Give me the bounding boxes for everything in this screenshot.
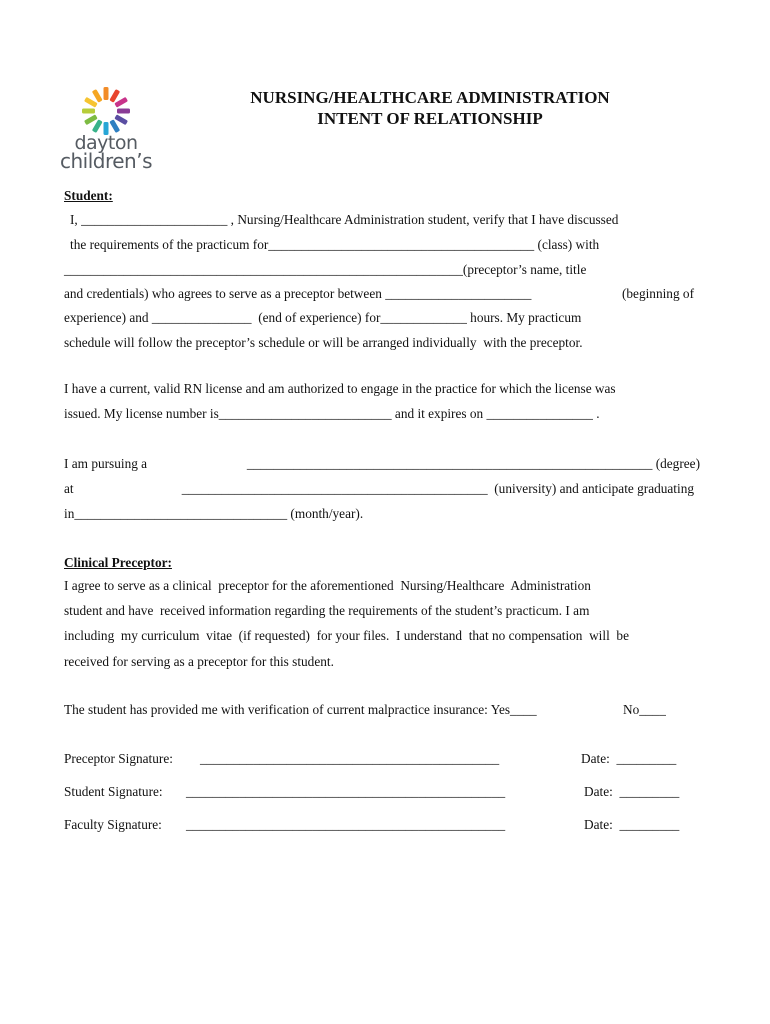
preceptor-line-4: received for serving as a preceptor for this student.	[64, 654, 334, 669]
document-title: NURSING/HEALTHCARE ADMINISTRATION	[250, 88, 610, 107]
student-line-4-right: (beginning of	[621, 286, 694, 301]
student-line-4	[64, 286, 694, 302]
student-line-5: experience) and _______________ (end of experience) for_____________ hours. My practicum	[64, 310, 582, 325]
license-line-1: I have a current, valid RN license and am authorized to engage in the practice for which the license was	[64, 381, 616, 396]
dayton-childrens-logo	[54, 84, 158, 180]
student-line-2: the requirements of the practicum for________________________________________ (class) with	[70, 237, 600, 252]
insurance-no: No____	[623, 702, 666, 717]
degree-line-2	[64, 481, 694, 497]
preceptor-line-1: I agree to serve as a clinical preceptor for the aforementioned Nursing/Healthcare Administration	[64, 578, 591, 593]
student-signature-label: Student Signature:	[64, 784, 163, 799]
student-line-4-left: and credentials) who agrees to serve as a preceptor between ______________________	[64, 286, 532, 301]
degree-line-3: in________________________________ (month/year).	[64, 506, 364, 521]
preceptor-line-3: including my curriculum vitae (if requested) for your files. I understand that no compensation will be	[64, 628, 629, 643]
student-signature-line[interactable]: ________________________________________________	[186, 784, 506, 799]
document-subtitle: INTENT OF RELATIONSHIP	[317, 109, 543, 128]
license-line-2: issued. My license number is__________________________ and it expires on ________________ .	[64, 406, 600, 421]
degree-line-2-blank: ______________________________________________ (university) and anticipate graduating	[181, 481, 694, 496]
pinwheel-logo-icon	[76, 84, 136, 136]
preceptor-heading: Clinical Preceptor:	[64, 555, 172, 570]
degree-line-2-label: at	[64, 481, 74, 496]
preceptor-signature-line[interactable]: _____________________________________________	[200, 751, 500, 766]
student-line-3: ____________________________________________________________(preceptor’s name, title	[64, 262, 587, 277]
degree-line-1	[64, 456, 700, 472]
student-line-1: I, ______________________ , Nursing/Healthcare Administration student, verify that I have discussed	[70, 212, 619, 227]
student-heading: Student:	[64, 188, 113, 203]
degree-line-1-blank: _____________________________________________________________ (degree)	[246, 456, 700, 471]
faculty-date[interactable]: Date: _________	[584, 817, 680, 832]
logo-text-childrens: children’s	[59, 149, 153, 173]
faculty-signature-label: Faculty Signature:	[64, 817, 162, 832]
preceptor-date[interactable]: Date: _________	[581, 751, 677, 766]
logo-text-dayton: dayton	[74, 132, 138, 154]
preceptor-signature-label: Preceptor Signature:	[64, 751, 173, 766]
preceptor-line-2: student and have received information regarding the requirements of the student’s practicum. I am	[64, 603, 590, 618]
insurance-statement: The student has provided me with verification of current malpractice insurance: Yes____	[64, 702, 537, 717]
student-date[interactable]: Date: _________	[584, 784, 680, 799]
degree-line-1-label: I am pursuing a	[64, 456, 148, 471]
student-line-6: schedule will follow the preceptor’s schedule or will be arranged individually with the preceptor.	[64, 335, 583, 350]
faculty-signature-line[interactable]: ________________________________________________	[186, 817, 506, 832]
